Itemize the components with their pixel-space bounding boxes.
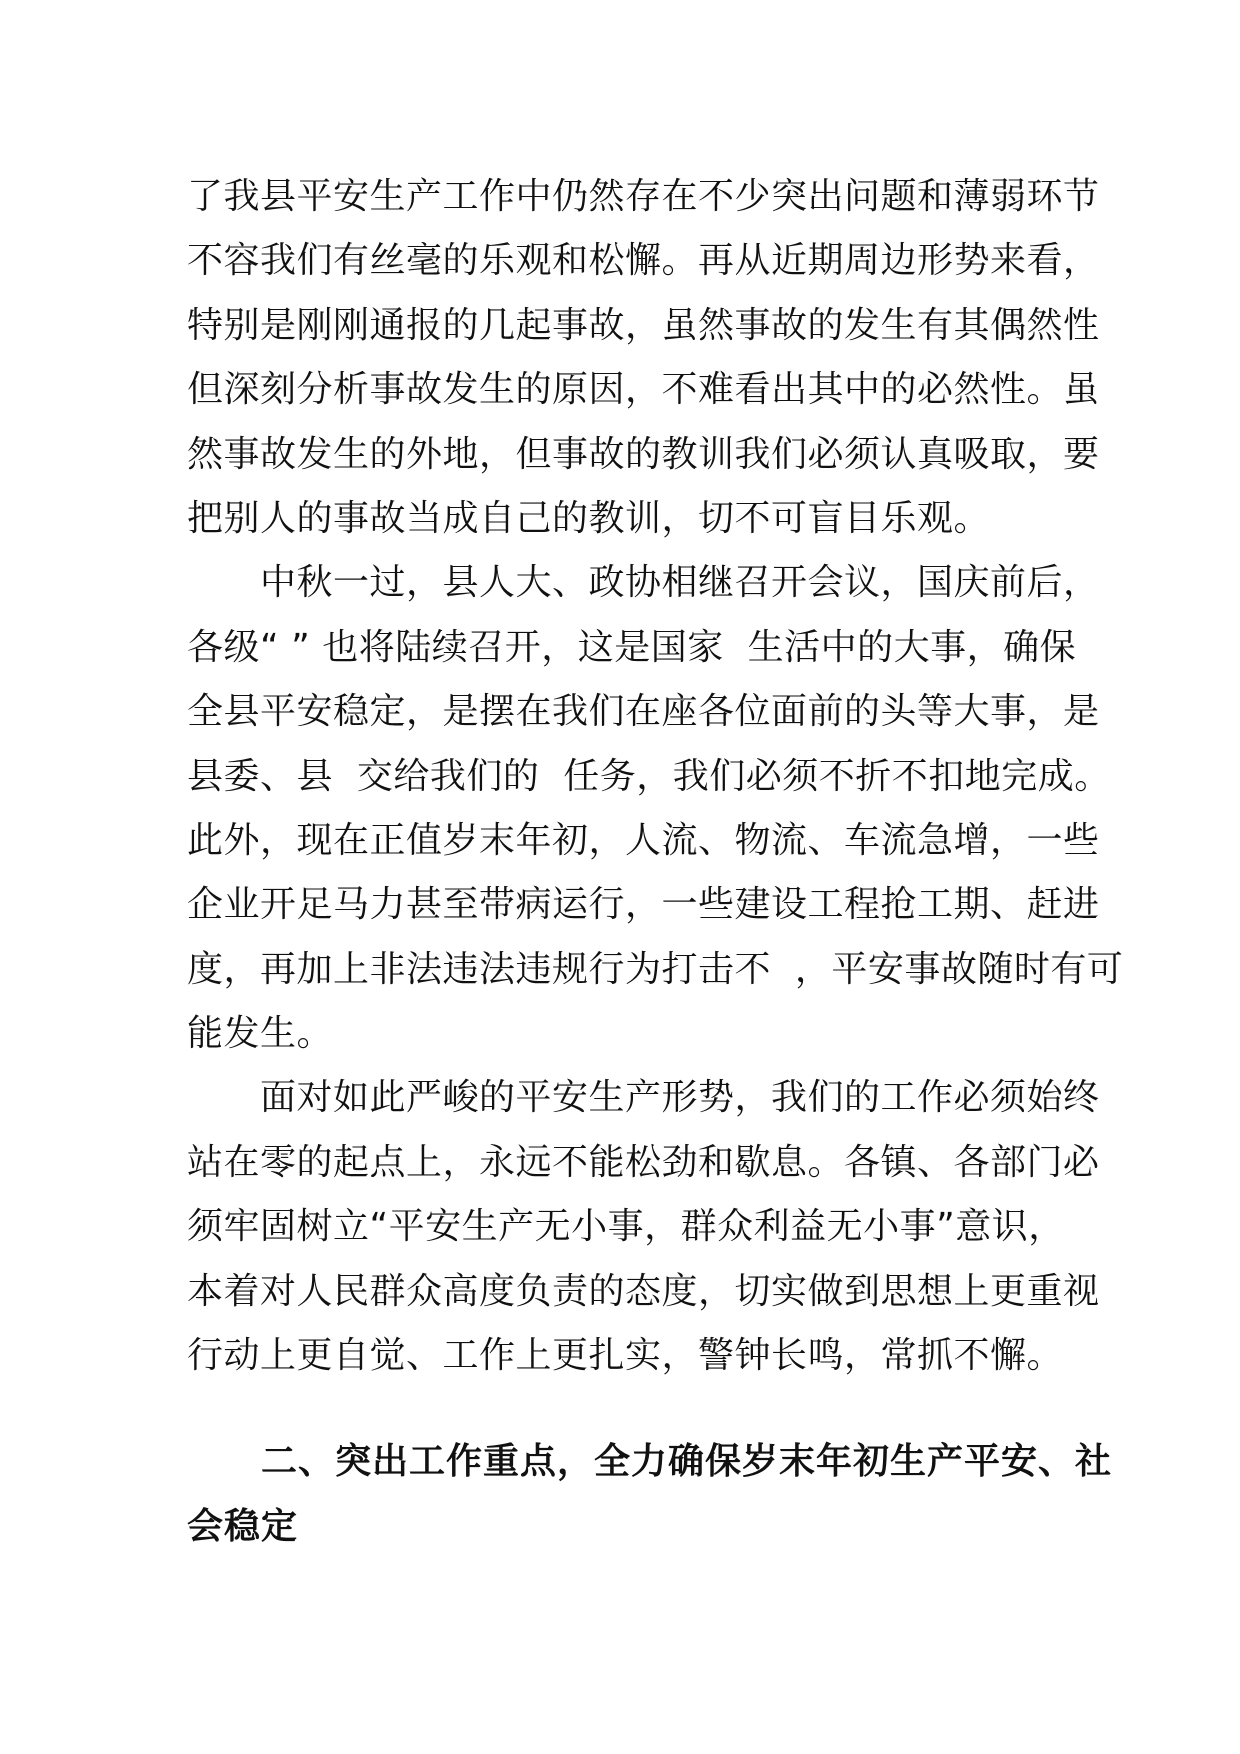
section-heading bbox=[187, 1430, 1113, 1559]
text-line: 各级“ ” 也将陆续召开，这是国家 生活中的大事，确保 bbox=[187, 626, 1077, 668]
heading-line: 二、突出工作重点，全力确保岁末年初生产平安、社 bbox=[187, 1441, 1113, 1483]
text-line: 中秋一过，县人大、政协相继召开会议，国庆前后， bbox=[187, 562, 1100, 604]
text-line: 了我县平安生产工作中仍然存在不少突出问题和薄弱环节 bbox=[187, 176, 1100, 217]
section-spacer bbox=[187, 1388, 1067, 1430]
document-body bbox=[187, 165, 1124, 1559]
heading-line: 会稳定 bbox=[187, 1505, 299, 1547]
text-line: 但深刻分析事故发生的原因，不难看出其中的必然性。虽 bbox=[187, 369, 1100, 411]
text-line: 企业开足马力甚至带病运行，一些建设工程抢工期、赶进 bbox=[187, 884, 1100, 926]
text-line: 能发生。 bbox=[187, 1013, 334, 1055]
text-line: 此外，现在正值岁末年初，人流、物流、车流急增，一些 bbox=[187, 819, 1100, 861]
text-line: 本着对人民群众高度负责的态度，切实做到思想上更重视 bbox=[187, 1270, 1100, 1312]
text-line: 站在零的起点上，永远不能松劲和歇息。各镇、各部门必 bbox=[187, 1141, 1100, 1183]
text-line: 然事故发生的外地，但事故的教训我们必须认真吸取，要 bbox=[187, 433, 1100, 475]
text-line: 全县平安稳定，是摆在我们在座各位面前的头等大事，是 bbox=[187, 691, 1100, 733]
paragraph bbox=[187, 165, 1100, 551]
text-line: 须牢固树立“平安生产无小事，群众利益无小事”意识， bbox=[187, 1206, 1065, 1248]
text-line: 行动上更自觉、工作上更扎实，警钟长鸣，常抓不懈。 bbox=[187, 1335, 1064, 1377]
text-line: 面对如此严峻的平安生产形势，我们的工作必须始终 bbox=[187, 1077, 1100, 1119]
text-line: 不容我们有丝毫的乐观和松懈。再从近期周边形势来看， bbox=[187, 240, 1100, 282]
paragraph bbox=[187, 551, 1124, 1066]
paragraph bbox=[187, 1066, 1100, 1388]
text-line: 度，再加上非法违法违规行为打击不 ，平安事故随时有可 bbox=[187, 948, 1124, 990]
text-line: 特别是刚刚通报的几起事故，虽然事故的发生有其偶然性 bbox=[187, 304, 1100, 346]
text-line: 把别人的事故当成自己的教训，切不可盲目乐观。 bbox=[187, 497, 991, 539]
text-line: 县委、县 交给我们的 任务，我们必须不折不扣地完成。 bbox=[187, 755, 1111, 797]
